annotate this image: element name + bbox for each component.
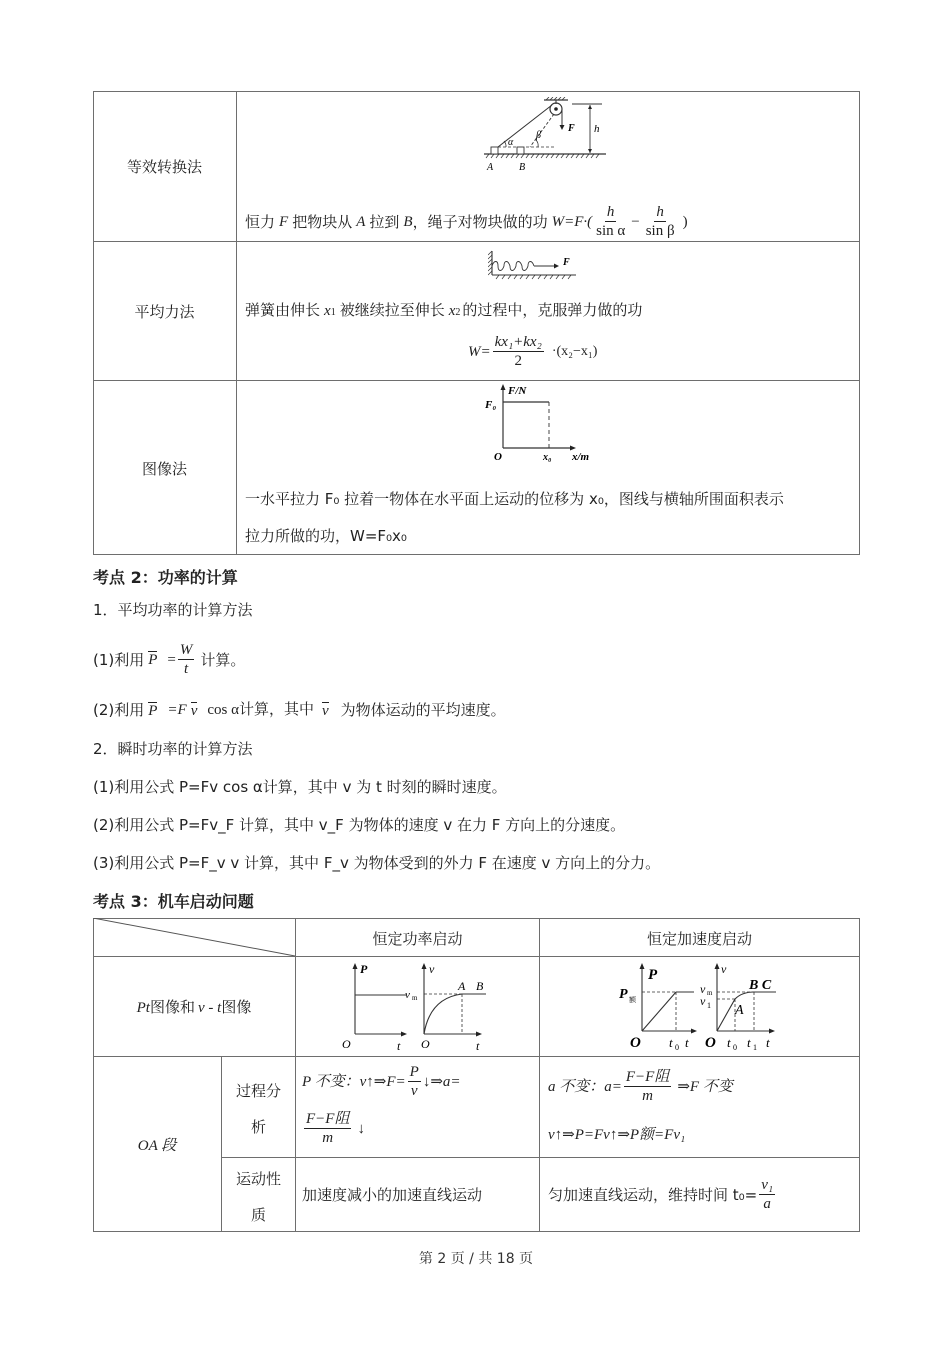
svg-text:F/N: F/N <box>508 385 527 397</box>
method-label-average-force: 平均力法 <box>134 303 195 321</box>
constant-accel-motion: 匀加速直线运动，维持时间 t₀= $\frac{\text{v₁}}{a}$ <box>548 1177 774 1212</box>
force-displacement-graph <box>480 382 610 462</box>
svg-text:额: 额 <box>629 996 636 1004</box>
svg-text:0: 0 <box>675 1043 679 1052</box>
svg-text:B: B <box>519 162 526 173</box>
average-force-formula: W= $\frac{\text{kx₁+kx₂}}{2}$ ·(x₂−x₁) <box>468 334 598 369</box>
subheading-instantaneous-power: 2．瞬时功率的计算方法 <box>93 740 253 758</box>
constant-power-graphs <box>338 958 503 1054</box>
block-b <box>517 147 524 154</box>
svg-text:t: t <box>727 1035 731 1050</box>
svg-text:1: 1 <box>707 1001 711 1010</box>
svg-text:t: t <box>397 1039 401 1053</box>
svg-text:β: β <box>536 130 541 141</box>
spring-diagram <box>488 249 588 283</box>
svg-text:t: t <box>747 1035 751 1050</box>
fraction-h-sin-beta: $\frac{h}{\text{sin β}}$ <box>645 204 675 239</box>
svg-text:P: P <box>648 967 658 983</box>
svg-text:v: v <box>721 962 727 976</box>
svg-text:P: P <box>360 962 368 976</box>
svg-text:v: v <box>405 989 410 1001</box>
svg-text:A: A <box>735 1003 744 1018</box>
svg-text:α: α <box>508 137 514 148</box>
graph-method-description-line1: 一水平拉力 F₀ 拉着一物体在水平面上运动的位移为 x₀，图线与横轴所围面积表示 <box>245 490 784 508</box>
average-force-description: 弹簧由伸长 x 1 被继续拉至伸长 x 2 的过程中，克服弹力做的功 <box>245 301 643 319</box>
diagonal-header-cell <box>93 918 296 957</box>
constant-power-process-line2: $\frac{\text{F−F阻}}{m}$ ↓ <box>306 1111 365 1146</box>
svg-text:P: P <box>619 987 628 1002</box>
section-heading: 考点 3：机车启动问题 <box>93 892 254 911</box>
constant-power-process-line1: P 不变：v↑⇒F= $\frac{P}{v}$ ↓⇒a= <box>302 1064 461 1099</box>
method-label-graph: 图像法 <box>141 460 187 478</box>
work-formula: W=F·( <box>551 213 593 230</box>
svg-text:B: B <box>476 979 484 993</box>
method-label-equivalent: 等效转换法 <box>126 158 202 176</box>
svg-text:B C: B C <box>749 978 772 993</box>
force-label: F <box>568 123 575 134</box>
svg-text:t: t <box>766 1035 770 1050</box>
svg-text:t: t <box>669 1035 673 1050</box>
spring-icon <box>492 262 534 271</box>
svg-text:A: A <box>458 979 466 993</box>
svg-text:h: h <box>594 123 600 135</box>
svg-text:O: O <box>494 451 502 462</box>
svg-text:x/m: x/m <box>572 451 590 462</box>
instantaneous-power-item-1: (1)利用公式 P=Fv cos α计算，其中 v 为 t 时刻的瞬时速度。 <box>93 778 507 796</box>
constant-acceleration-graphs <box>614 958 789 1054</box>
svg-text:t: t <box>476 1039 480 1053</box>
sublabel-motion-line1: 运动性 <box>235 1170 281 1188</box>
svg-text:F: F <box>563 257 570 268</box>
svg-text:0: 0 <box>733 1043 737 1052</box>
svg-text:O: O <box>421 1037 430 1051</box>
constant-accel-process-line1: a 不变：a= $\frac{\text{F−F阻}}{m}$ ⇒F 不变 <box>548 1069 733 1104</box>
svg-text:A: A <box>487 162 494 173</box>
svg-text:O: O <box>342 1037 351 1051</box>
average-power-item-1: (1)利用 P = $\frac{W}{t}$ 计算。 <box>93 642 246 677</box>
average-power-item-2: (2)利用 P =F v cos α计算，其中 v 为物体运动的平均速度。 <box>93 701 506 719</box>
row-label-oa-segment: OA 段 <box>137 1138 177 1154</box>
svg-text:m: m <box>707 989 713 997</box>
row-label-graphs: Pt图像和 v - t图像 <box>136 998 252 1016</box>
sublabel-motion-line2: 质 <box>250 1206 266 1224</box>
svg-text:F₀: F₀ <box>485 399 497 411</box>
svg-text:v: v <box>429 962 435 976</box>
subheading-average-power: 1．平均功率的计算方法 <box>93 601 253 619</box>
svg-text:O: O <box>630 1035 641 1051</box>
constant-power-motion: 加速度减小的加速直线运动 <box>302 1186 483 1204</box>
page-number: 第 2 页 / 共 18 页 <box>418 1251 534 1267</box>
section-heading: 考点 2：功率的计算 <box>93 568 238 587</box>
instantaneous-power-item-2: (2)利用公式 P=Fv_F 计算，其中 v_F 为物体的速度 v 在力 F 方向上的分速度。 <box>93 816 626 834</box>
instantaneous-power-item-3: (3)利用公式 P=F_v v 计算，其中 F_v 为物体受到的外力 F 在速度 v 方向上的分力。 <box>93 854 661 872</box>
sublabel-process-line2: 析 <box>250 1118 266 1136</box>
constant-accel-process-line2: v↑⇒P=Fv↑⇒P额=Fv₁ <box>548 1127 686 1143</box>
svg-text:v: v <box>700 982 706 996</box>
svg-text:1: 1 <box>753 1043 757 1052</box>
column-header-constant-power: 恒定功率启动 <box>372 930 463 948</box>
fraction-h-sin-alpha: $\frac{h}{\text{sin α}}$ <box>596 204 626 239</box>
svg-text:x₀: x₀ <box>543 452 552 462</box>
column-header-constant-acceleration: 恒定加速度启动 <box>646 930 752 948</box>
equivalent-description: 恒力 F 把物块从 A 拉到 B ，绳子对物块做的功 W=F·( $\frac{h}{\text{sin α}}$ − $\frac{h}{\text{sin β}}$ ) <box>245 204 688 239</box>
graph-method-description-line2: 拉力所做的功，W=F₀x₀ <box>245 527 407 545</box>
sublabel-process-line1: 过程分 <box>235 1082 281 1100</box>
block-a <box>491 147 498 154</box>
svg-text:t: t <box>685 1035 689 1050</box>
svg-text:m: m <box>412 994 418 1002</box>
pulley-diagram <box>470 97 620 175</box>
svg-text:O: O <box>705 1035 716 1051</box>
svg-text:v: v <box>700 994 706 1008</box>
